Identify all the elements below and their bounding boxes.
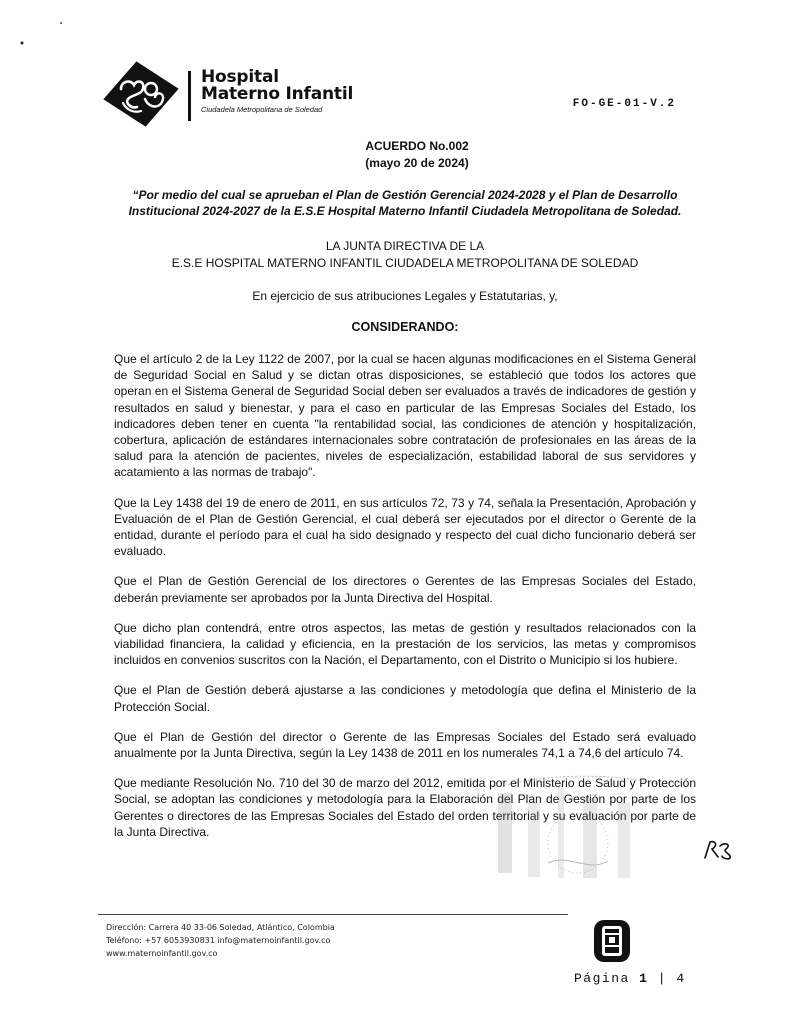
consideration-paragraph: Que el artículo 2 de la Ley 1122 de 2007, por la cual se hacen algunas modificaciones en el Sistema General de Seguridad Social en Salud y se dictan otras disposiciones, se estableció que todos los actores que operan en el Sistema General de Seguridad Social deben ser evaluados a través de indicadores de gestión y resultados en salud y bienestar, y para el caso en particular de las Empresas Sociales del Estado, los indicadores deben tener en cuenta "la rentabilidad social, las condiciones de atención y hospitalización, cobertura, aplicación de estándares internacionales sobre contratación de profesionales en las áreas de la salud para la atención de pacientes, niveles de especialización, estabilidad laboral de sus servidores y acatamiento a las normas de trabajo". [114, 352, 696, 480]
exercise-clause: En ejercicio de sus atribuciones Legales y Estatutarias, y, [252, 289, 558, 303]
logo-line-ciudadela: Ciudadela Metropolitana de Soledad [201, 105, 323, 114]
hospital-logo-text [201, 69, 353, 115]
agreement-date: (mayo 20 de 2024) [365, 156, 469, 170]
agreement-heading [0, 138, 794, 172]
logo-line-hospital: Hospital [201, 67, 279, 87]
board-line-1: LA JUNTA DIRECTIVA DE LA [325, 239, 485, 253]
received-stamp-icon [488, 773, 688, 883]
form-code: FO-GE-01-V.2 [572, 98, 676, 110]
hospital-logo-icon [101, 59, 181, 129]
consideration-paragraph: Que dicho plan contendrá, entre otros aspectos, las metas de gestión y resultados relacionados con la viabilidad financiera, la calidad y eficiencia, en la prestación de los servicios, las metas y compromisos incluidos en convenios suscritos con la Nación, el Departamento, con el Distrito o Municipio si los hubiere. [114, 620, 696, 668]
consideration-paragraph: Que el Plan de Gestión Gerencial de los directores o Gerentes de las Empresas Sociales del Estado, deberán previamente ser aprobados por la Junta Directiva del Hospital. [114, 574, 696, 605]
consideration-paragraph: Que la Ley 1438 del 19 de enero de 2011, en sus artículos 72, 73 y 74, señala la Presentación, Aprobación y Evaluación de el Plan de Gestión Gerencial, el cual deberá ser ejecutados por el director o Gerente de la entidad, durante el período para el cual ha sido designado y respecto del cual dicho funcionario deberá ser evaluado. [114, 495, 696, 559]
board-line-2: E.S.E HOSPITAL MATERNO INFANTIL CIUDADELA METROPOLITANA DE SOLEDAD [171, 256, 639, 270]
footer-website: www.maternoinfantil.gov.co [106, 949, 218, 958]
page-separator: | [657, 971, 668, 986]
page-current: 1 [639, 971, 649, 986]
page-number [574, 971, 686, 986]
footer-rule [98, 914, 568, 915]
considerando-heading: CONSIDERANDO: [351, 320, 459, 334]
logo-divider [188, 71, 191, 121]
municipal-emblem-icon [592, 918, 632, 964]
page-total: 4 [676, 971, 686, 986]
logo-line-materno-infantil: Materno Infantil [201, 84, 354, 104]
consideration-paragraph: Que el Plan de Gestión del director o Gerente de las Empresas Sociales del Estado será evaluado anualmente por la Junta Directiva, según la Ley 1438 de 2011 en los numerales 74,1 a 74,6 del artículo 74. [114, 729, 696, 761]
agreement-preamble: “Por medio del cual se aprueban el Plan de Gestión Gerencial 2024-2028 y el Plan de Desarrollo Institucional 2024-2027 de la E.S.E Hospital Materno Infantil Ciudadela Metropolitana de Soledad. [128, 188, 682, 218]
footer-contact [106, 921, 335, 960]
footer-address: Dirección: Carrera 40 33-06 Soledad, Atlántico, Colombia [106, 923, 335, 932]
consideration-paragraph: Que mediante Resolución No. 710 del 30 de marzo del 2012, emitida por el Ministerio de Salud y Protección Social, se adoptan las condiciones y metodología para la Elaboración del Plan de Gestión por parte de los Gerentes o directores de las Empresas Sociales del Estado del orden territorial y su evaluación por parte de la Junta Directiva. [114, 776, 696, 839]
board-heading [114, 238, 696, 272]
page-label: Página [574, 971, 630, 986]
scan-speck [18, 38, 28, 48]
agreement-number: ACUERDO No.002 [365, 139, 469, 153]
scan-speck [58, 20, 66, 28]
handwritten-initials-icon [702, 838, 736, 862]
footer-phone-email: Teléfono: +57 6053930831 info@maternoinfantil.gov.co [106, 936, 331, 945]
consideration-paragraph: Que el Plan de Gestión deberá ajustarse a las condiciones y metodología que defina el Ministerio de la Protección Social. [114, 683, 696, 714]
